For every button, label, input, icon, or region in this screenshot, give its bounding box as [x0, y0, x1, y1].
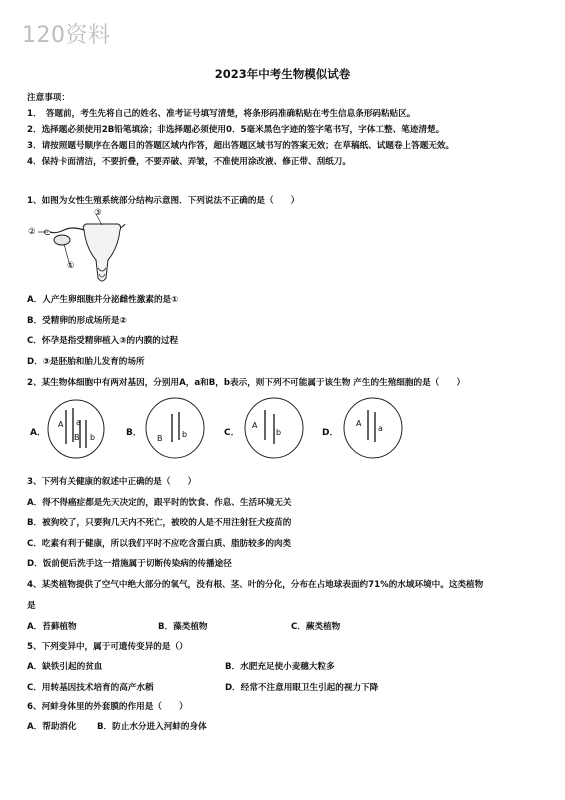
cell-a-diagram [46, 398, 106, 460]
notice-heading: 注意事项： [27, 93, 70, 103]
q2-option-a-label: A． [30, 428, 46, 438]
page-title: 2023年中考生物模似试卷 [214, 67, 351, 81]
q4-option-a: A．苔藓植物 [27, 622, 77, 632]
q4-stem-line1: 4、某类植物提供了空气中绝大部分的氧气，没有根、茎、叶的分化，分布在占地球表面约71%的水域环境中。这类植物 [27, 580, 484, 590]
q5-option-c: C．用转基因技术培育的高产水稻 [27, 683, 154, 693]
q1-option-a: A．人产生卵细胞并分泌雌性激素的是① [27, 295, 179, 305]
q3-option-a: A．得不得癌症都是先天决定的，跟平时的饮食、作息、生活环境无关 [27, 498, 292, 508]
q1-stem: 1、如图为女性生殖系统部分结构示意图．下列说法不正确的是（ ） [27, 196, 300, 206]
notice-item-4: 4．保持卡面清洁，不要折叠，不要弄破、弄皱，不准使用涂改液、修正带、刮纸刀。 [27, 157, 351, 167]
cell-d-gene-2: a [378, 424, 383, 433]
q1-label-2: ② [28, 227, 36, 237]
female-reproductive-diagram [26, 208, 126, 288]
cell-b-diagram [144, 396, 206, 460]
q4-option-b: B．藻类植物 [158, 622, 208, 632]
q4-option-c: C．蕨类植物 [291, 622, 341, 632]
notice-item-1: 1． 答题前，考生先将自己的姓名、准考证号填写清楚，将条形码准确粘贴在考生信息条形码粘贴区。 [27, 109, 416, 119]
q4-stem-line2: 是 [27, 601, 36, 611]
watermark: 120资料 [22, 23, 111, 48]
q2-option-b-label: B． [126, 428, 142, 438]
q1-label-3: ③ [94, 208, 102, 218]
cell-d-gene-1: A [356, 419, 362, 428]
cell-c-gene-2: b [276, 428, 282, 437]
q6-option-a: A．帮助消化 [27, 722, 77, 732]
q6-option-b: B．防止水分进入河蚌的身体 [97, 722, 207, 732]
notice-item-2: 2．选择题必须使用2B铅笔填涂；非选择题必须使用0．5毫米黑色字迹的签字笔书写，字体工整、笔迹清楚。 [27, 125, 445, 135]
q3-option-c: C．吃素有利于健康，所以我们平时不应吃含蛋白质、脂肪较多的肉类 [27, 539, 292, 549]
cell-b-gene-2: b [182, 430, 188, 439]
q3-option-d: D．饭前便后洗手这一措施属于切断传染病的传播途径 [27, 559, 232, 569]
cell-a-gene-4: b [90, 433, 96, 442]
cell-a-gene-3: B [74, 433, 80, 442]
q3-stem: 3、下列有关健康的叙述中正确的是（ ） [27, 477, 197, 487]
q1-label-1: ① [67, 261, 75, 271]
cell-a-gene-2: a [76, 418, 81, 427]
q1-option-d: D．③是胚胎和胎儿发育的场所 [27, 357, 145, 367]
q6-stem: 6、河蚌身体里的外套膜的作用是（ ） [27, 702, 188, 712]
q5-option-b: B．水肥充足使小麦穗大粒多 [225, 662, 335, 672]
q1-option-b: B．受精卵的形成场所是② [27, 316, 127, 326]
q1-option-c: C．怀孕是指受精卵植入③的内膜的过程 [27, 336, 179, 346]
q3-option-b: B．被狗咬了，只要狗几天内不死亡，被咬的人是不用注射狂犬疫苗的 [27, 518, 292, 528]
q5-option-d: D．经常不注意用眼卫生引起的视力下降 [225, 683, 379, 693]
cell-b-gene-1: B [157, 434, 163, 443]
notice-item-3: 3．请按照题号顺序在各题目的答题区域内作答，超出答题区域书写的答案无效；在草稿纸、试题卷上答题无效。 [27, 141, 455, 151]
cell-d-diagram [342, 396, 404, 460]
cell-a-gene-1: A [58, 420, 64, 429]
q5-option-a: A．缺铁引起的贫血 [27, 662, 103, 672]
q2-option-d-label: D． [322, 428, 339, 438]
q2-stem: 2、某生物体细胞中有两对基因，分别用A，a和B，b表示，则下列不可能属于该生物 产生的生殖细胞的是（ ） [27, 378, 466, 388]
cell-c-gene-1: A [252, 421, 258, 430]
q2-option-c-label: C． [224, 428, 240, 438]
q5-stem: 5、下列变异中，属于可遗传变异的是（） [27, 642, 188, 652]
